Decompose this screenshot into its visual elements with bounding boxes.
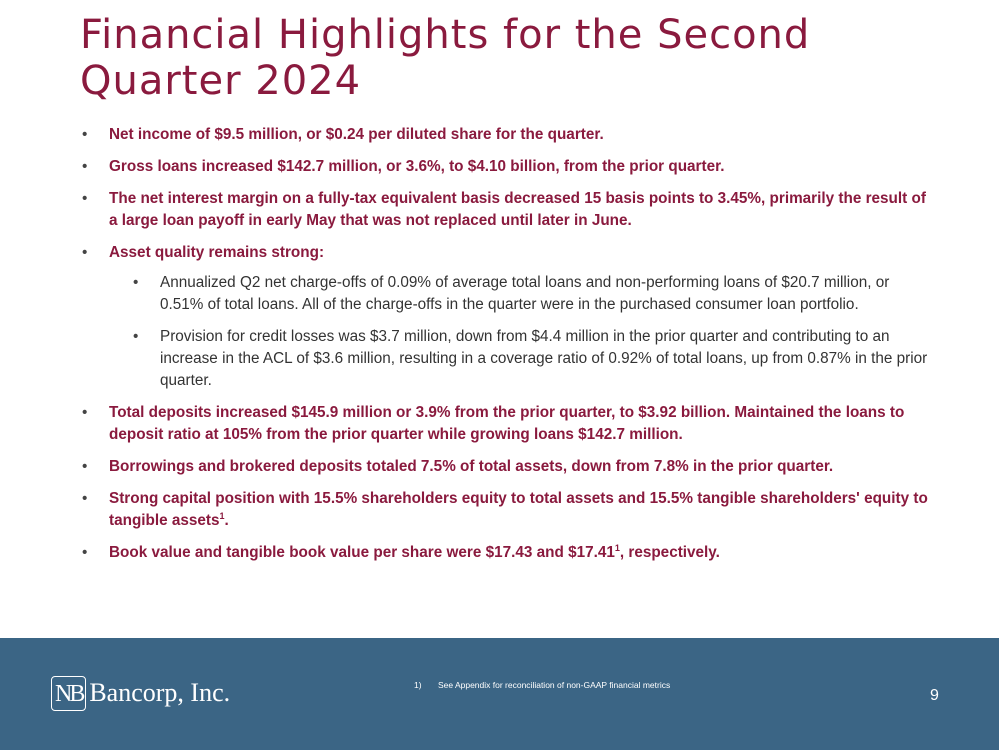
footnote-text: See Appendix for reconciliation of non-GAAP financial metrics [437, 680, 671, 690]
logo-text: Bancorp, Inc. [89, 678, 231, 707]
sub-bullet-provision: • Provision for credit losses was $3.7 million, down from $4.4 million in the prior quarter and contributing to an increase in the ACL of $3.6 million, resulting in a coverage ratio of 0.92% of total loans, up from 0.87% in the prior quarter. [133, 326, 932, 392]
bullet-gross-loans: • Gross loans increased $142.7 million, or 3.6%, to $4.10 billion, from the prior quarter. [82, 156, 932, 178]
asset-quality-sublist [109, 272, 932, 392]
bullet-capital [82, 488, 932, 532]
bullet-borrowings: • Borrowings and brokered deposits totaled 7.5% of total assets, down from 7.8% in the prior quarter. [82, 456, 932, 478]
company-logo [51, 670, 230, 716]
footnote-number: 1) [414, 680, 422, 690]
asset-quality-heading: Asset quality remains strong: [109, 244, 325, 261]
capital-text: Strong capital position with 15.5% shareholders equity to total assets and 15.5% tangible shareholders' equity to tangible assets [109, 490, 928, 529]
bullet-net-interest-margin: • The net interest margin on a fully-tax equivalent basis decreased 15 basis points to 3.45%, primarily the result of a large loan payoff in early May that was not replaced until later in June. [82, 188, 932, 232]
book-value-end: , respectively. [619, 544, 720, 561]
bullet-book-value [82, 542, 932, 564]
highlights-list [82, 124, 932, 574]
bullet-asset-quality [82, 242, 932, 392]
book-value-text: Book value and tangible book value per share were $17.43 and $17.41 [109, 544, 615, 561]
page-title: Financial Highlights for the Second Quarter 2024 [80, 12, 811, 104]
capital-footnote-ref: 1 [219, 510, 225, 521]
sub-bullet-charge-offs: • Annualized Q2 net charge-offs of 0.09% of average total loans and non-performing loans of $20.7 million, or 0.51% of total loans. All of the charge-offs in the quarter were in the purchased consumer loan portfolio. [133, 272, 932, 316]
footnote [414, 680, 670, 690]
bullet-deposits: • Total deposits increased $145.9 million or 3.9% from the prior quarter, to $3.92 billion. Maintained the loans to deposit ratio at 105% from the prior quarter while growing loans $142.7 million. [82, 402, 932, 446]
book-value-footnote-ref: 1 [614, 542, 620, 553]
bullet-net-income: • Net income of $9.5 million, or $0.24 per diluted share for the quarter. [82, 124, 932, 146]
capital-end: . [224, 512, 229, 529]
page-number: 9 [930, 687, 939, 704]
logo-mark: NB [51, 676, 86, 711]
